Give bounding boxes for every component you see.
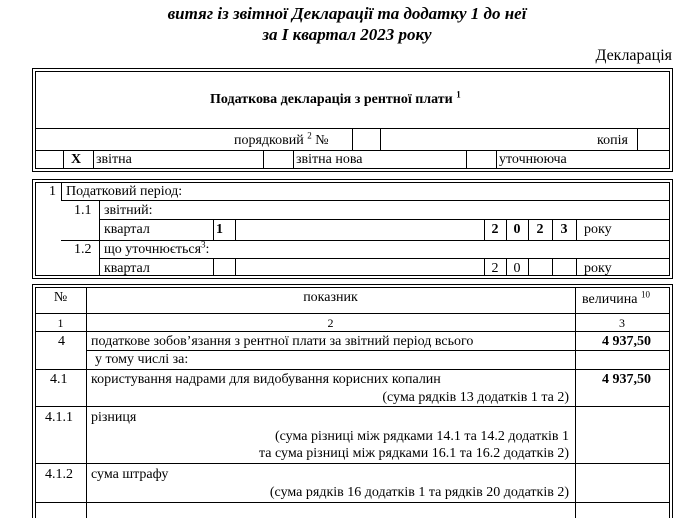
row-4-text: податкове зобов’язання з рентної плати за звітний період всього	[91, 334, 474, 349]
period-row-number: 1	[49, 184, 56, 199]
clarified-quarter-label: квартал	[104, 261, 150, 276]
col-header-indicator: показник	[303, 290, 358, 305]
period-1-2-colon: :	[205, 242, 210, 257]
clarified-year-label: року	[584, 261, 612, 276]
row-4-1-1-note-line2: та сума різниці між рядками 16.1 та 16.2 додатків 2)	[258, 446, 569, 461]
quarter-value[interactable]: 1	[216, 222, 223, 237]
reporting-checkbox[interactable]: Х	[71, 152, 82, 167]
quarter-label: квартал	[104, 222, 150, 237]
clarified-year-digit-1[interactable]: 2	[491, 261, 499, 276]
year-digit-3[interactable]: 2	[536, 222, 544, 237]
copy-label: копія	[597, 133, 628, 148]
including-label: у тому числі за:	[95, 352, 189, 367]
declaration-title: Податкова декларація з рентної плати	[210, 92, 453, 107]
declaration-title-sup: 1	[456, 89, 461, 100]
year-digit-2[interactable]: 0	[513, 222, 521, 237]
order-sup: 2	[307, 130, 312, 141]
row-4-1-number: 4.1	[50, 372, 68, 387]
row-4-1-text: користування надрами для видобування корисних копалин	[91, 372, 441, 387]
period-1-1-number: 1.1	[74, 203, 92, 218]
order-label: порядковий	[234, 133, 304, 148]
subheader-2: 2	[327, 316, 334, 330]
year-label: року	[584, 222, 612, 237]
type-clarifying-label: уточнююча	[499, 152, 567, 167]
col-header-value: величина	[582, 292, 638, 307]
row-4-1-2-number: 4.1.2	[45, 467, 73, 482]
row-4-1-note: (сума рядків 13 додатків 1 та 2)	[382, 390, 569, 405]
period-1-1-label: звітний:	[104, 203, 153, 218]
period-label: Податковий період:	[66, 184, 183, 199]
row-4-1-1-note-line1: (сума різниці між рядками 14.1 та 14.2 додатків 1	[274, 429, 569, 444]
col-header-value-sup: 10	[640, 289, 650, 300]
row-4-number: 4	[58, 334, 65, 349]
subheader-3: 3	[619, 316, 625, 330]
type-reporting-label: звітна	[96, 152, 132, 167]
row-4-1-2-note: (сума рядків 16 додатків 1 та рядків 20 додатків 2)	[269, 485, 569, 500]
period-1-2-sup: 3	[201, 239, 206, 250]
period-1-2-label: що уточнюється	[104, 242, 202, 257]
extract-title-line2: за І квартал 2023 року	[262, 25, 432, 44]
extract-title-line1: витяг із звітної Декларації та додатку 1 до неї	[167, 4, 527, 23]
row-4-1-value: 4 937,50	[602, 372, 651, 387]
col-header-number: №	[53, 290, 68, 305]
type-new-reporting-label: звітна нова	[296, 152, 363, 167]
year-digit-4[interactable]: 3	[560, 222, 568, 237]
clarified-year-digit-2[interactable]: 0	[513, 261, 521, 276]
order-number-sign: №	[315, 133, 329, 148]
period-1-2-number: 1.2	[74, 242, 92, 257]
year-digit-1[interactable]: 2	[491, 222, 499, 237]
row-4-1-1-text: різниця	[91, 410, 137, 425]
subheader-1: 1	[57, 316, 64, 330]
row-4-1-2-text: сума штрафу	[91, 467, 169, 482]
row-4-value: 4 937,50	[602, 334, 651, 349]
row-4-1-1-number: 4.1.1	[45, 410, 73, 425]
declaration-label: Декларація	[595, 47, 672, 64]
